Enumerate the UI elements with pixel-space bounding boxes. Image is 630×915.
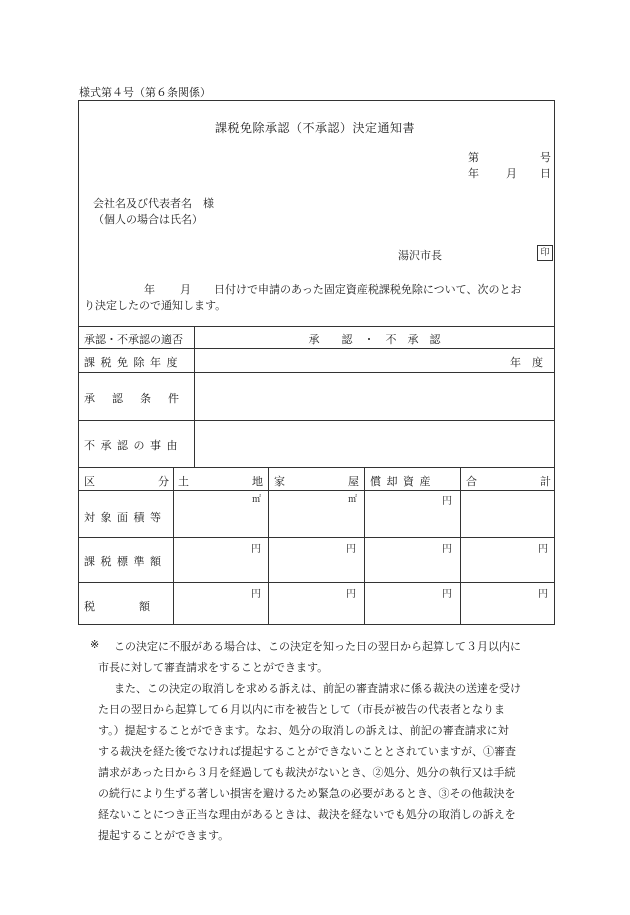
table2-row-label-area: 対 象 面 積 等 bbox=[84, 511, 162, 524]
number-prefix: 第 bbox=[468, 151, 479, 164]
recipient-note: （個人の場合は氏名） bbox=[93, 213, 203, 226]
note-line: この決定に不服がある場合は、この決定を知った日の翌日から起算して３月以内に bbox=[114, 640, 521, 653]
table2-header-depreciable: 償 却 資 産 bbox=[370, 475, 432, 488]
body-line1: 日付けで申請のあった固定資産税課税免除について、次のとお bbox=[214, 283, 522, 296]
table2-unit: 円 bbox=[251, 589, 261, 600]
table2-header-land-2: 地 bbox=[252, 475, 263, 488]
table2-col-divider bbox=[364, 467, 365, 625]
table2-header-category-2: 分 bbox=[158, 475, 169, 488]
table2-row-label-standard: 課 税 標 準 額 bbox=[84, 555, 162, 568]
table1-col-divider bbox=[194, 326, 195, 467]
note-line: た日の翌日から起算して６月以内に市を被告として（市長が被告の代表者となりま bbox=[98, 703, 505, 716]
table2-unit: 円 bbox=[346, 589, 356, 600]
table2-header-divider bbox=[78, 490, 555, 491]
table2-header-house-2: 屋 bbox=[348, 475, 359, 488]
table2-unit: ㎡ bbox=[252, 495, 262, 505]
table1-value-approval: 承 認 ・ 不 承 認 bbox=[308, 333, 441, 346]
note-line: 市長に対して審査請求をすることができます。 bbox=[98, 661, 329, 674]
note-line: また、この決定の取消しを求める訴えは、前記の審査請求に係る裁決の送達を受け bbox=[114, 682, 521, 695]
table2-unit: 円 bbox=[538, 544, 548, 555]
table1-label-year: 課 税 免 除 年 度 bbox=[84, 356, 179, 369]
issuer-mayor: 湯沢市長 bbox=[398, 249, 442, 262]
table2-header-house-1: 家 bbox=[274, 475, 285, 488]
date-month: 月 bbox=[506, 167, 517, 180]
table2-row-label-tax: 税 額 bbox=[84, 600, 150, 613]
note-line: す。）提起することができます。なお、処分の取消しの訴えは、前記の審査請求に対 bbox=[98, 724, 509, 737]
seal-mark: 印 bbox=[537, 245, 553, 261]
table2-header-total-2: 計 bbox=[540, 475, 551, 488]
table2-unit: ㎡ bbox=[348, 495, 358, 505]
note-line: 提起することができます。 bbox=[98, 829, 230, 842]
recipient-name: 会社名及び代表者名 様 bbox=[93, 197, 214, 210]
body-year: 年 bbox=[144, 283, 155, 296]
number-suffix: 号 bbox=[540, 151, 551, 164]
note-line: する裁決を経た後でなければ提起することができないこととされていますが、①審査 bbox=[98, 745, 516, 758]
body-line2: り決定したので通知します。 bbox=[84, 299, 227, 312]
table1-top-border bbox=[78, 326, 555, 327]
table1-row-divider bbox=[78, 372, 555, 373]
note-line: 請求があった日から３月を経過しても裁決がないとき、②処分、処分の執行又は手続 bbox=[98, 766, 516, 779]
table1-bottom-border bbox=[78, 467, 555, 468]
table2-header-category-1: 区 bbox=[84, 475, 95, 488]
note-line: 経ないことにつき正当な理由があるときは、裁決を経ないでも処分の取消しの訴えを bbox=[98, 808, 516, 821]
table2-col-divider bbox=[173, 467, 174, 625]
note-line: の続行により生ずる著しい損害を避けるため緊急の必要があるとき、③その他裁決を bbox=[98, 787, 516, 800]
table2-unit: 円 bbox=[538, 589, 548, 600]
table2-col-divider bbox=[268, 467, 269, 625]
table1-label-reason: 不 承 認 の 事 由 bbox=[84, 439, 179, 452]
table1-row-divider bbox=[78, 420, 555, 421]
date-day: 日 bbox=[540, 167, 551, 180]
body-month: 月 bbox=[180, 283, 191, 296]
table1-row-divider bbox=[78, 348, 555, 349]
table2-row-divider bbox=[78, 537, 555, 538]
table1-label-conditions: 承 認 条 件 bbox=[84, 392, 182, 405]
form-label: 様式第４号（第６条関係） bbox=[79, 86, 211, 99]
table2-header-land-1: 土 bbox=[178, 475, 189, 488]
page-title: 課税免除承認（不承認）決定通知書 bbox=[214, 121, 415, 135]
table2-unit: 円 bbox=[346, 544, 356, 555]
table2-col-divider bbox=[460, 467, 461, 625]
table1-label-approval: 承認・不承認の適否 bbox=[84, 333, 183, 346]
table2-row-divider bbox=[78, 582, 555, 583]
table2-unit: 円 bbox=[442, 496, 452, 507]
notes-mark: ※ bbox=[90, 638, 100, 651]
table2-unit: 円 bbox=[251, 544, 261, 555]
table2-unit: 円 bbox=[442, 589, 452, 600]
date-year: 年 bbox=[468, 167, 479, 180]
table1-value-year: 年 度 bbox=[510, 356, 543, 369]
table2-unit: 円 bbox=[442, 544, 452, 555]
table2-header-total-1: 合 bbox=[466, 475, 477, 488]
